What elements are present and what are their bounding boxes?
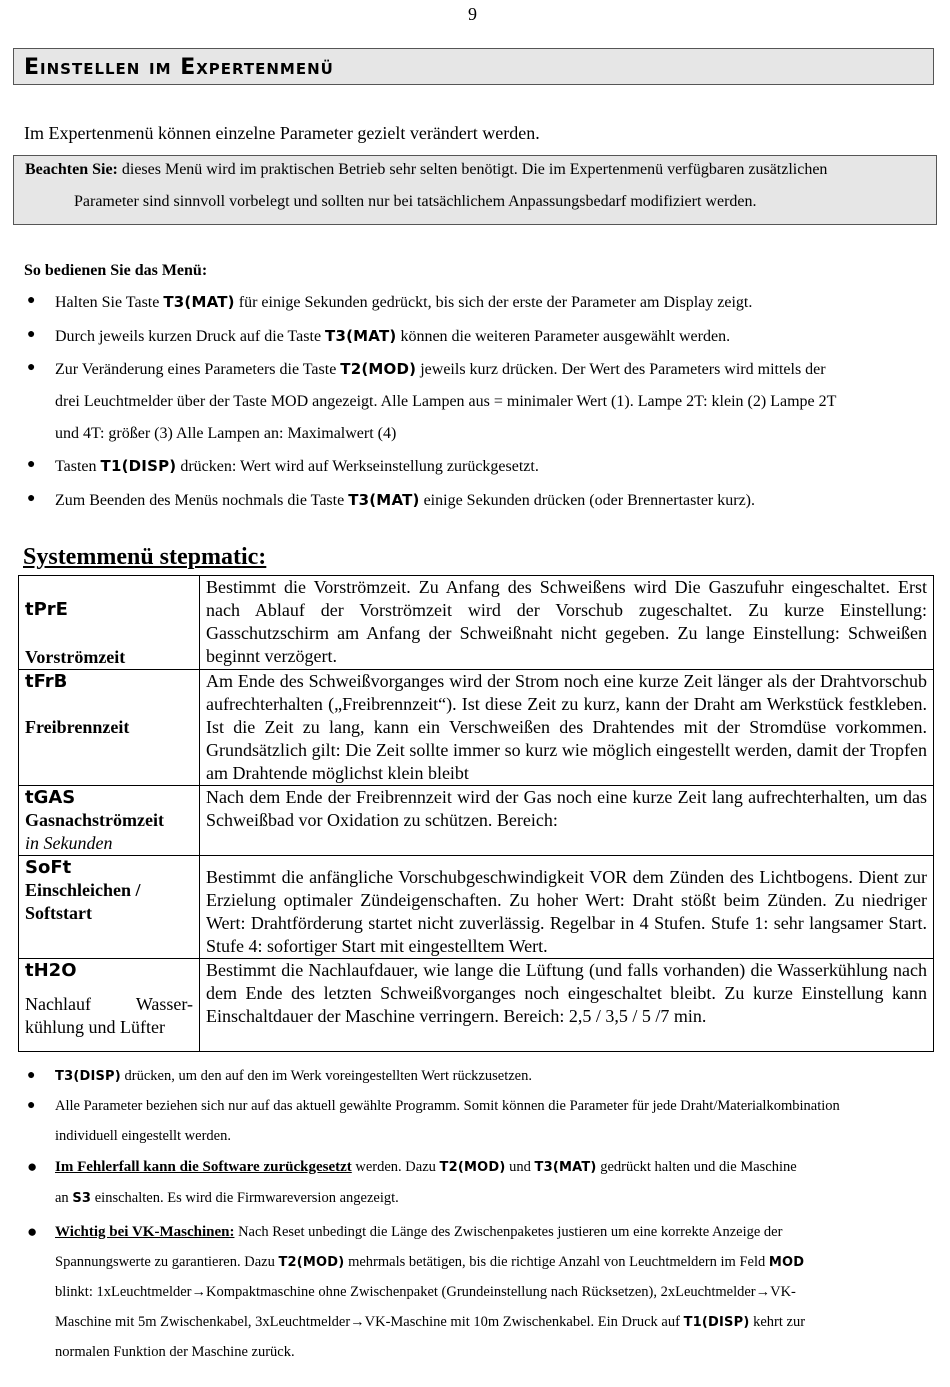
- intro-text: Im Expertenmenü können einzelne Parameter gezielt verändert werden.: [24, 123, 540, 143]
- key-t3-mat: T3(MAT): [325, 327, 397, 345]
- bullet-icon: ●: [27, 1157, 38, 1176]
- key-t2-mod: T2(MOD): [340, 360, 417, 378]
- param-cell: [19, 670, 200, 786]
- list-item: Zum Beenden des Menüs nochmals die Taste T3(MAT) einige Sekunden drücken (oder Brennertaster kurz).: [55, 491, 755, 509]
- bullet-icon: ●: [27, 293, 36, 308]
- param-cell: [19, 856, 200, 959]
- param-desc: Am Ende des Schweißvorganges wird der Strom noch eine kurze Zeit länger als der Drahtvorschub aufrechterhalten („Freibrennzeit“). Ist diese Zeit zu kurz, kann der Draht am Werkstück festkleben. Ist die Zeit zu lang, kann ein Verschweißen des Drahtendes mit der Stromdüse vorkommen. Grundsätzlich gilt: Die Zeit sollte immer so kurz wie möglich eingestellt werden, damit der Tropfen am Drahtende möglichst klein bleibt: [200, 670, 934, 786]
- param-desc: Bestimmt die anfängliche Vorschubgeschwindigkeit VOR dem Zünden des Lichtbogens. Dient zur Erzielung optimaler Zündeigenschaften. Zu hoher Wert: Draht stößt beim Zünden. Zu niedriger Wert: Drahtförderung startet nicht zuverlässig. Regelbar in 4 Stufen. Stufe 1: sehr langsamer Start. Stufe 4: sofortiger Start mit eingestelltem Wert.: [200, 856, 934, 959]
- list-item: Tasten T1(DISP) drücken: Wert wird auf Werkseinstellung zurückgesetzt.: [55, 457, 539, 475]
- bullet-icon: ●: [27, 491, 36, 506]
- list-item: Alle Parameter beziehen sich nur auf das aktuell gewählte Programm. Somit können die Parameter für jede Draht/Materialkombination: [55, 1098, 840, 1114]
- system-menu-table: [18, 575, 934, 1052]
- param-code: tPrE: [25, 599, 68, 620]
- param-cell: [19, 959, 200, 1052]
- key-t1-disp: T1(DISP): [100, 457, 177, 475]
- param-desc: Nach dem Ende der Freibrennzeit wird der Gas noch eine kurze Zeit lang aufrechterhalten, um das Schweißbad vor Oxidation zu schützen. Bereich:: [200, 786, 934, 856]
- key-t3-mat: T3(MAT): [348, 491, 420, 509]
- bullet-icon: ●: [27, 1098, 36, 1113]
- param-name: Freibrennzeit: [25, 717, 130, 737]
- bullet-icon: ●: [27, 327, 36, 342]
- param-cell: [19, 786, 200, 856]
- param-code: tH2O: [25, 960, 77, 981]
- list-item-cont: und 4T: größer (3) Alle Lampen an: Maximalwert (4): [55, 425, 397, 442]
- table-row: [19, 959, 934, 1052]
- param-name: Gasnachströmzeit: [25, 810, 164, 830]
- note-line-2: Parameter sind sinnvoll vorbelegt und sollten nur bei tatsächlichem Anpassungsbedarf modifiziert werden.: [74, 193, 757, 210]
- page-number: 9: [468, 4, 477, 24]
- table-row: [19, 670, 934, 786]
- list-item-cont: an S3 einschalten. Es wird die Firmwareversion angezeigt.: [55, 1190, 399, 1206]
- list-item-cont: Spannungswerte zu garantieren. Dazu T2(MOD) mehrmals betätigen, bis die richtige Anzahl von Leuchtmeldern im Feld MOD: [55, 1254, 805, 1270]
- list-item-cont: drei Leuchtmelder über der Taste MOD angezeigt. Alle Lampen aus = minimaler Wert (1). Lampe 2T: klein (2) Lampe 2T: [55, 393, 837, 410]
- param-code: tFrB: [25, 671, 68, 692]
- list-item-cont: blinkt: 1xLeuchtmelder→Kompaktmaschine ohne Zwischenpaket (Grundeinstellung nach Rücksetzen), 2xLeuchtmelder→VK-: [55, 1284, 796, 1300]
- param-name: Nachlauf Wasser-kühlung und Lüfter: [25, 994, 193, 1037]
- list-item: Halten Sie Taste T3(MAT) für einige Sekunden gedrückt, bis sich der erste der Parameter am Display zeigt.: [55, 293, 753, 311]
- bullet-icon: ●: [27, 1222, 38, 1241]
- bullet-icon: ●: [27, 360, 36, 375]
- note-box: [13, 155, 937, 225]
- list-item-cont: individuell eingestellt werden.: [55, 1128, 231, 1144]
- param-code: SoFt: [25, 857, 72, 878]
- howto-title: So bedienen Sie das Menü:: [24, 262, 208, 279]
- param-name: Einschleichen / Softstart: [25, 880, 141, 923]
- param-name: Vorströmzeit: [25, 647, 126, 667]
- param-code: tGAS: [25, 787, 76, 808]
- note-line-1: Beachten Sie: dieses Menü wird im praktischen Betrieb sehr selten benötigt. Die im Expertenmenü verfügbaren zusätzlichen: [25, 161, 828, 178]
- key-t3-disp: T3(DISP): [55, 1069, 121, 1084]
- list-item: Wichtig bei VK-Maschinen: Nach Reset unbedingt die Länge des Zwischenpaketes justieren um eine korrekte Anzeige der: [55, 1224, 783, 1240]
- list-item: Im Fehlerfall kann die Software zurückgesetzt werden. Dazu T2(MOD) und T3(MAT) gedrückt halten und die Maschine: [55, 1159, 797, 1175]
- section-header: [13, 48, 934, 85]
- table-row: [19, 786, 934, 856]
- list-item: Durch jeweils kurzen Druck auf die Taste T3(MAT) können die weiteren Parameter ausgewählt werden.: [55, 327, 731, 345]
- section-title: Einstellen im Expertenmenü: [24, 55, 334, 80]
- bullet-icon: ●: [27, 1068, 36, 1083]
- list-item: Zur Veränderung eines Parameters die Taste T2(MOD) jeweils kurz drücken. Der Wert des Parameters wird mittels der: [55, 360, 826, 378]
- param-desc: Bestimmt die Vorströmzeit. Zu Anfang des Schweißens wird Die Gaszufuhr eingeschaltet. Erst nach Ablauf der Vorströmzeit wird der Vorschub zugeschaltet. Zu kurze Einstellung: Gasschutzschirm am Anfang der Schweißnaht nicht gegeben. Zu lange Einstellung: Schweißen beginnt verzögert.: [200, 576, 934, 670]
- key-t3-mat: T3(MAT): [163, 293, 235, 311]
- list-item-cont: Maschine mit 5m Zwischenkabel, 3xLeuchtmelder→VK-Maschine mit 10m Zwischenkabel. Ein Druck auf T1(DISP) kehrt zur: [55, 1314, 806, 1330]
- list-item: T3(DISP) drücken, um den auf den im Werk voreingestellten Wert rückzusetzen.: [55, 1068, 532, 1084]
- param-cell: [19, 576, 200, 670]
- param-desc: Bestimmt die Nachlaufdauer, wie lange die Lüftung (und falls vorhanden) die Wasserkühlung nach dem Ende des letzten Schweißvorganges noch eingeschaltet bleibt. Zu kurze Einstellung kann Einschaltdauer der Maschine verringern. Bereich: 2,5 / 3,5 / 5 /7 min.: [200, 959, 934, 1052]
- table-row: [19, 576, 934, 670]
- list-item-cont: normalen Funktion der Maschine zurück.: [55, 1344, 295, 1360]
- note-label: Beachten Sie:: [25, 161, 118, 178]
- bullet-icon: ●: [27, 457, 36, 472]
- system-menu-title: Systemmenü stepmatic:: [23, 544, 267, 570]
- table-row: [19, 856, 934, 959]
- param-unit: in Sekunden: [25, 833, 113, 853]
